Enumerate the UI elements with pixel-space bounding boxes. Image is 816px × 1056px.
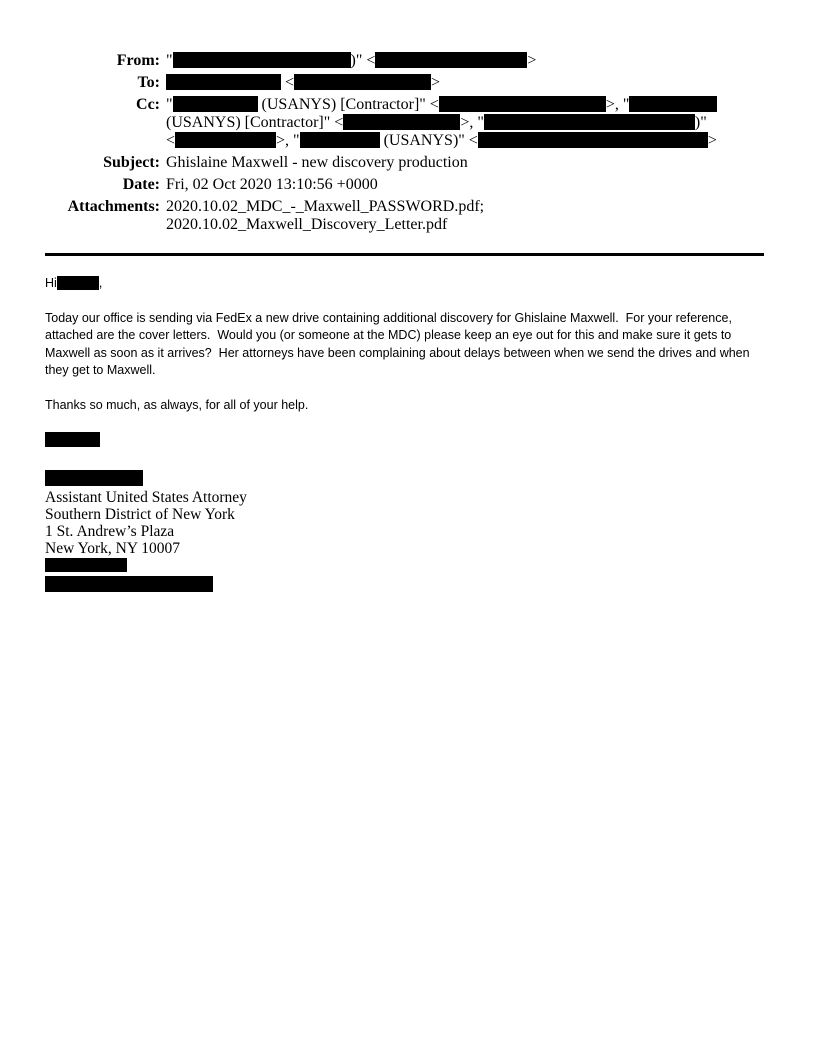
header-row-subject — [45, 154, 766, 172]
redaction-box — [45, 576, 213, 592]
signature-line: New York, NY 10007 — [45, 540, 181, 557]
signature-line: Southern District of New York — [45, 506, 235, 523]
thanks-line: Thanks so much, as always, for all of your help. — [45, 397, 309, 412]
redaction-box — [45, 558, 127, 572]
greeting: Hi , — [45, 276, 103, 290]
header-row-cc — [45, 96, 766, 150]
redaction-box — [300, 132, 380, 148]
signature-block — [45, 431, 765, 595]
redaction-box — [484, 114, 695, 130]
redaction-box — [439, 96, 606, 112]
body-paragraph: Today our office is sending via FedEx a new drive containing additional discovery for Ghislaine Maxwell. For your reference, attached are the cover letters. Would you (or someone at the MDC) please keep an eye out for this and make sure it gets to Maxwell as soon as it arrives? Her attorneys have been complaining about delays between when we send the drives and when they get to Maxwell. — [45, 310, 754, 377]
header-row-date — [45, 176, 766, 194]
redacted-signature-line — [45, 431, 765, 450]
email-body — [45, 275, 765, 595]
redaction-box — [629, 96, 717, 112]
redaction-box — [166, 74, 281, 90]
redacted-signature-line — [45, 469, 765, 489]
header-label-attachments: Attachments: — [67, 198, 160, 215]
redaction-box — [57, 276, 99, 290]
email-header — [45, 52, 766, 234]
signature-line: 1 St. Andrew’s Plaza — [45, 523, 175, 540]
redaction-box — [173, 52, 351, 68]
header-label-to: To: — [137, 74, 160, 91]
header-value-from: " )" < > — [166, 52, 537, 69]
redaction-box — [343, 114, 460, 130]
header-separator — [45, 253, 764, 256]
header-value-cc: " (USANYS) [Contractor]" < >, " (USANYS) [Contractor]" < >, " )" < >, " (USANYS)" < > — [166, 96, 717, 149]
header-row-from — [45, 52, 766, 70]
redaction-box — [45, 470, 143, 486]
header-value-to: < > — [166, 74, 440, 92]
redaction-box — [375, 52, 527, 68]
header-row-attachments — [45, 198, 766, 234]
header-value-subject: Ghislaine Maxwell - new discovery production — [166, 154, 468, 171]
signature-spacer — [45, 450, 46, 469]
header-label-subject: Subject: — [103, 154, 160, 171]
redaction-box — [175, 132, 276, 148]
header-label-cc: Cc: — [136, 96, 160, 113]
header-row-to — [45, 74, 766, 92]
header-label-from: From: — [116, 52, 160, 69]
redaction-box — [45, 432, 100, 447]
signature-line: Assistant United States Attorney — [45, 489, 247, 506]
header-value-date: Fri, 02 Oct 2020 13:10:56 +0000 — [166, 176, 378, 193]
header-value-attachments: 2020.10.02_MDC_-_Maxwell_PASSWORD.pdf; 2020.10.02_Maxwell_Discovery_Letter.pdf — [166, 198, 485, 233]
redacted-signature-line — [45, 557, 765, 575]
header-label-date: Date: — [122, 176, 160, 193]
redaction-box — [173, 96, 258, 112]
redaction-box — [478, 132, 708, 148]
redaction-box — [294, 74, 431, 90]
redacted-signature-line — [45, 575, 765, 595]
